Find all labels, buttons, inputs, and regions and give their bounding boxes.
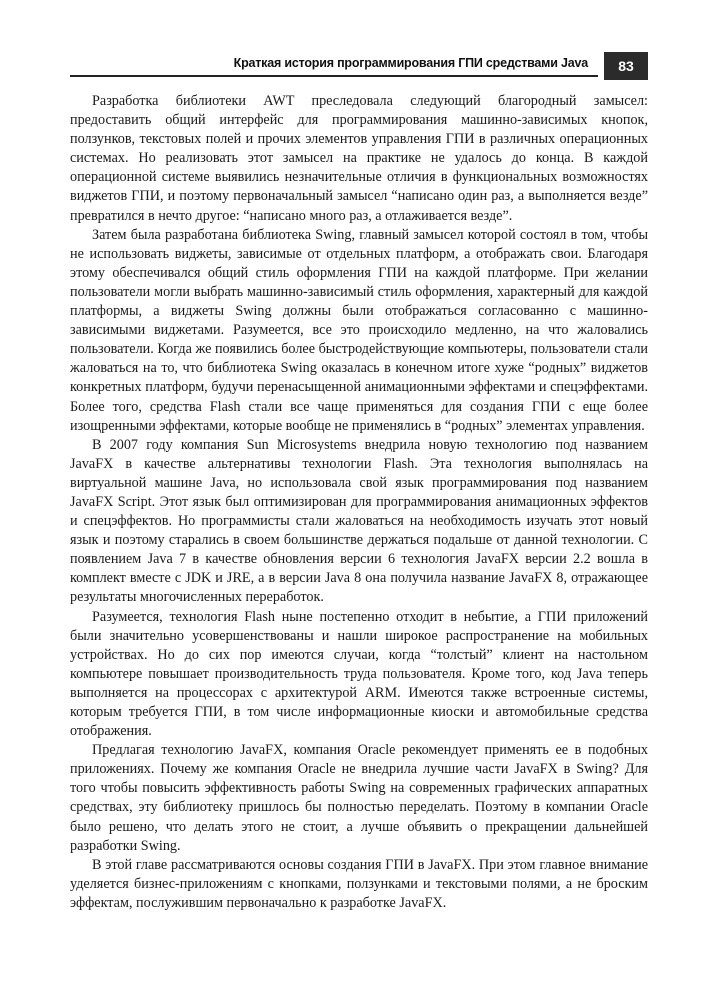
paragraph-chapter-scope: В этой главе рассматриваются основы создания ГПИ в JavaFX. При этом главное внимание уделяется бизнес-приложениям с кнопками, ползунками и текстовыми полями, а не броским эффектам, послужившим первоначально к разработке JavaFX. (70, 856, 648, 911)
page-number: 83 (604, 52, 648, 80)
paragraph-oracle: Предлагая технологию JavaFX, компания Oracle рекомендует применять ее в подобных приложениях. Почему же компания Oracle не внедрила лучшие части JavaFX в Swing? Для того чтобы повысить эффективность работы Swing на современных графических аппаратных средствах, эту библиотеку пришлось бы полностью переделать. Поэтому в компании Oracle было решено, что делать этого не стоит, а лучше объявить о прекращении дальнейшей разработки Swing. (70, 742, 648, 854)
body-text (70, 92, 648, 913)
running-header (70, 52, 648, 80)
paragraph-flash-decline: Разумеется, технология Flash ныне постепенно отходит в небытие, а ГПИ приложений были значительно усовершенствованы и нашли широкое распространение на мобильных устройствах. Но до сих пор имеются случаи, когда “толстый” клиент на настольном компьютере повышает производительность труда пользователя. Кроме того, код Java теперь выполняется на процессорах с архитектурой ARM. Имеются также встроенные системы, которым требуется ГПИ, в том числе информационные киоски и автомобильные средства отображения. (70, 608, 648, 740)
paragraph-awt: Разработка библиотеки AWT преследовала следующий благородный замысел: предоставить общий интерфейс для программирования машинно-зависимых кнопок, ползунков, текстовых полей и прочих элементов управления ГПИ в различных операционных системах. Но реализовать этот замысел на практике не удалось до конца. В каждой операционной системе выявились незначительные отличия в функциональных возможностях виджетов ГПИ, и поэтому первоначальный замысел “написано один раз, а выполняется везде” превратился в нечто другое: “написано много раз, а отлаживается везде”. (70, 93, 648, 224)
chapter-section-title: Краткая история программирования ГПИ средствами Java (233, 56, 588, 70)
paragraph-javafx-history: В 2007 году компания Sun Microsystems внедрила новую технологию под названием JavaFX в качестве альтернативы технологии Flash. Эта технология выполнялась на виртуальной машине Java, но использовала свой язык программирования под названием JavaFX Script. Этот язык был оптимизирован для программирования анимационных эффектов и спецэффектов. Но программисты стали жаловаться на необходимость изучать этот новый язык и поэтому старались в своем большинстве держаться подальше от данной технологии. С появлением Java 7 в качестве обновления версии 6 технология JavaFX версии 2.2 вошла в комплект вместе с JDK и JRE, а в версии Java 8 она получила название JavaFX 8, отражающее результаты многочисленных переработок. (70, 436, 648, 606)
header-rule (70, 75, 598, 77)
paragraph-swing: Затем была разработана библиотека Swing, главный замысел которой состоял в том, чтобы не использовать виджеты, зависимые от отдельных платформ, а отображать свои. Благодаря этому обеспечивался общий стиль оформления ГПИ на каждой платформе. При желании пользователи могли выбрать машинно-зависимый стиль оформления, характерный для каждой платформы, а виджеты Swing должны были отображаться согласованно с машинно-зависимыми виджетами. Разумеется, все это происходило медленно, на что жаловались пользователи. Когда же появились более быстродействующие компьютеры, пользователи стали жаловаться на то, что библиотека Swing оказалась в конечном итоге хуже “родных” виджетов конкретных платформ, будучи перенасыщенной анимационными эффектами и спецэффектами. Более того, средства Flash стали все чаще применяться для создания ГПИ с еще более изощренными эффектами, которые вообще не применялись в “родных” элементах управления. (70, 226, 648, 434)
